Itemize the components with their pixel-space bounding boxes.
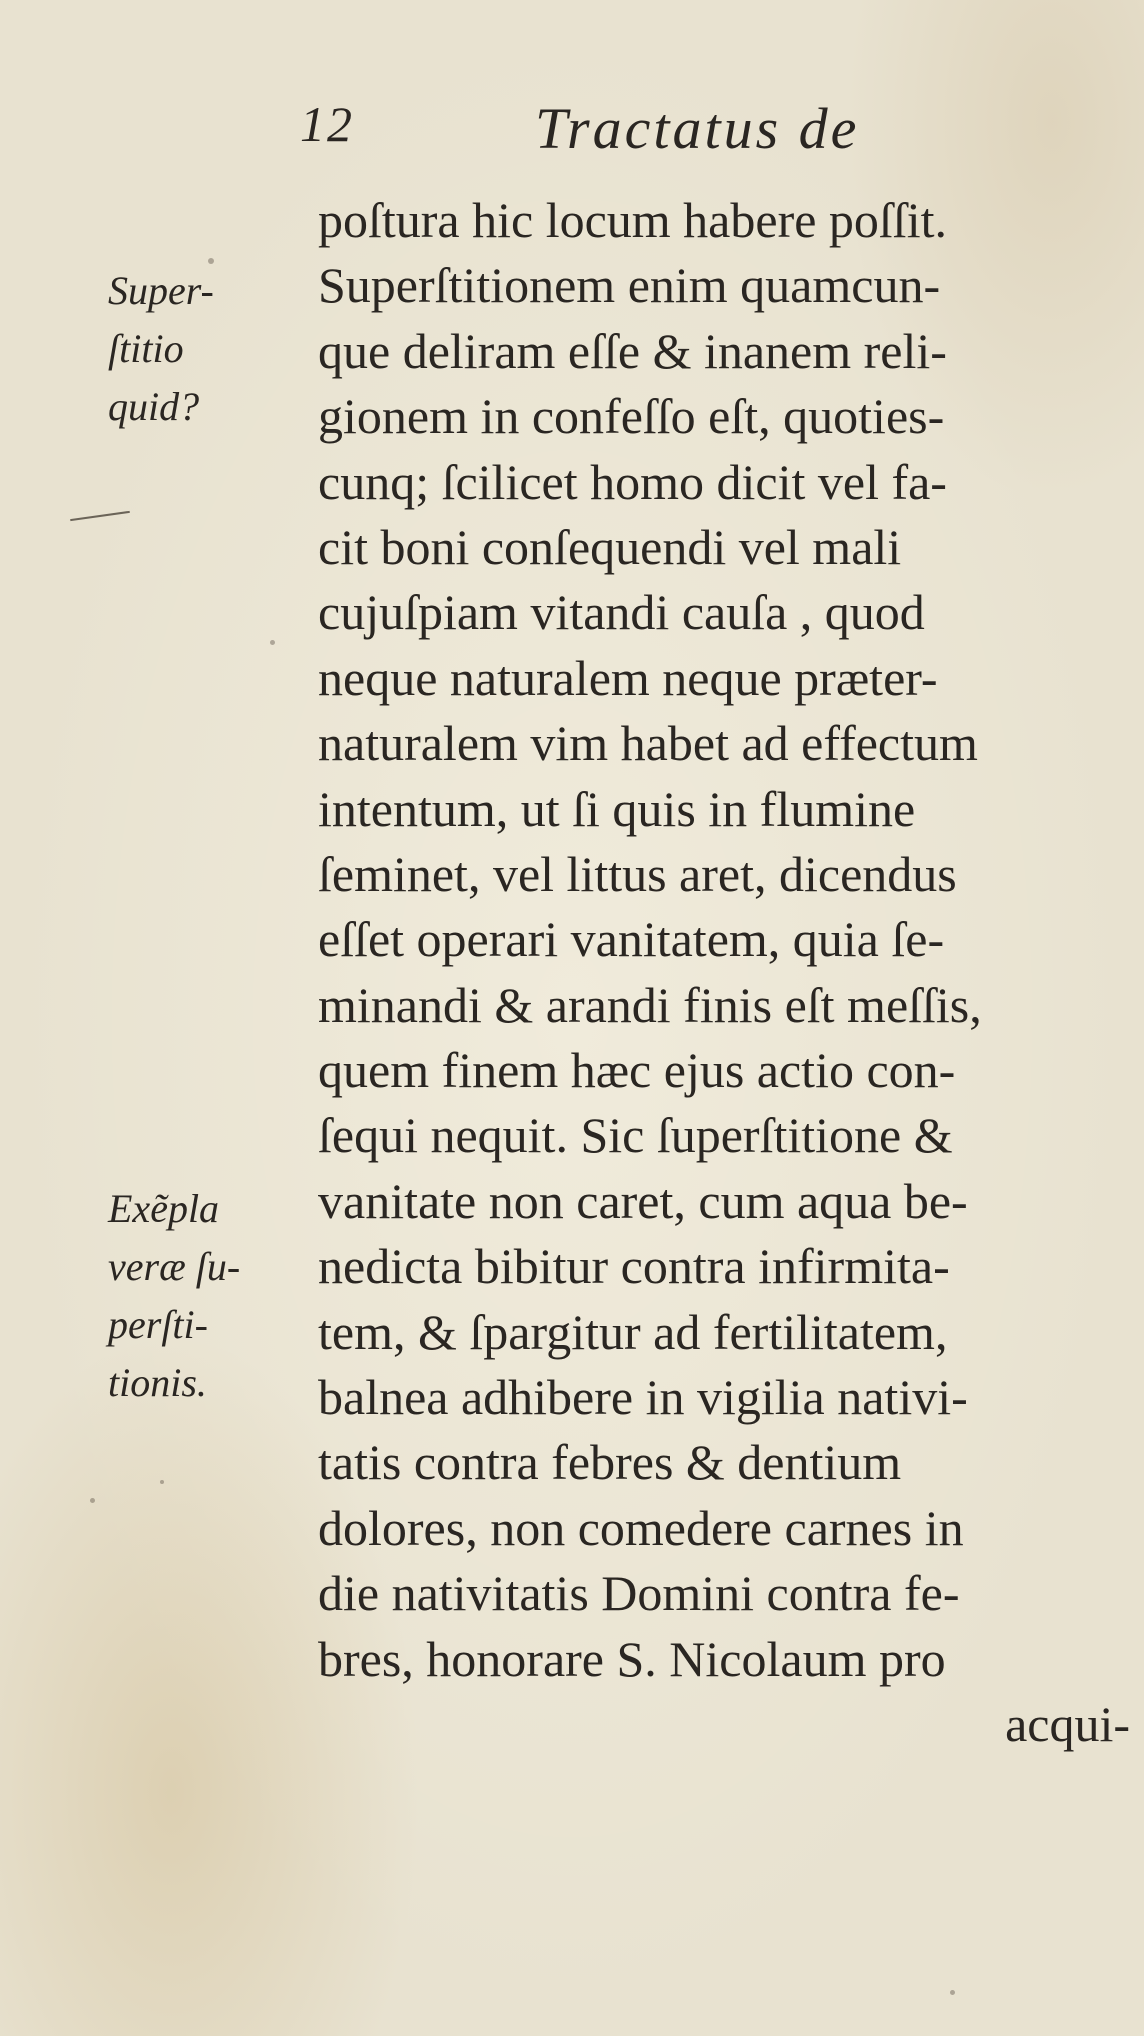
margin-note-line: Super- bbox=[108, 268, 214, 313]
catchword: acqui- bbox=[1005, 1695, 1130, 1752]
text-line: tatis contra febres & dentium bbox=[318, 1434, 902, 1491]
margin-note-line: tionis. bbox=[108, 1360, 207, 1405]
text-line: ſeminet, vel littus aret, dicendus bbox=[318, 845, 957, 902]
text-line: dolores, non comedere carnes in bbox=[318, 1499, 964, 1556]
text-line: Superſtitionem enim quamcun- bbox=[318, 257, 941, 314]
text-line: que deliram eſſe & inanem reli- bbox=[318, 322, 947, 379]
margin-note-line: quid? bbox=[108, 384, 200, 429]
text-line: tem, & ſpargitur ad fertilitatem, bbox=[318, 1303, 948, 1360]
text-line: balnea adhibere in vigilia nativi- bbox=[318, 1369, 968, 1426]
text-line: neque naturalem neque præter- bbox=[318, 649, 938, 706]
text-line: naturalem vim habet ad effectum bbox=[318, 715, 978, 772]
text-line: eſſet operari vanitatem, quia ſe- bbox=[318, 911, 945, 968]
text-line: gionem in confeſſo eſt, quoties- bbox=[318, 388, 945, 445]
margin-note-line: veræ ſu- bbox=[108, 1244, 241, 1289]
text-line: intentum, ut ſi quis in flumine bbox=[318, 780, 916, 837]
margin-note-line: ſtitio bbox=[108, 326, 184, 371]
text-line: cit boni conſequendi vel mali bbox=[318, 518, 902, 575]
margin-note-line: perſti- bbox=[108, 1302, 208, 1347]
text-line: quem finem hæc ejus actio con- bbox=[318, 1042, 956, 1099]
text-line: vanitate non caret, cum aqua be- bbox=[318, 1172, 968, 1229]
body-text bbox=[318, 188, 1130, 1757]
text-line: poſtura hic locum habere poſſit. bbox=[318, 192, 947, 248]
page-header bbox=[300, 95, 940, 165]
margin-note-superstitio bbox=[108, 262, 308, 436]
text-line: bres, honorare S. Nicolaum pro bbox=[318, 1630, 946, 1687]
paper-speck bbox=[270, 640, 275, 645]
running-title: Tractatus de bbox=[535, 96, 860, 161]
text-line: cunq; ſcilicet homo dicit vel fa- bbox=[318, 453, 947, 510]
paper-speck bbox=[208, 258, 214, 264]
text-line: die nativitatis Domini contra fe- bbox=[318, 1565, 960, 1622]
text-line: minandi & arandi finis eſt meſſis, bbox=[318, 976, 982, 1033]
margin-note-line: Exẽpla bbox=[108, 1186, 220, 1231]
paper-speck bbox=[950, 1990, 955, 1995]
margin-rule bbox=[70, 511, 130, 521]
text-line: nedicta bibitur contra infirmita- bbox=[318, 1238, 950, 1295]
margin-note-exempla bbox=[108, 1180, 308, 1412]
text-line: ſequi nequit. Sic ſuperſtitione & bbox=[318, 1107, 953, 1164]
page-number: 12 bbox=[300, 96, 354, 152]
text-line: cujuſpiam vitandi cauſa , quod bbox=[318, 584, 925, 641]
paper-speck bbox=[160, 1480, 164, 1484]
paper-speck bbox=[90, 1498, 95, 1503]
